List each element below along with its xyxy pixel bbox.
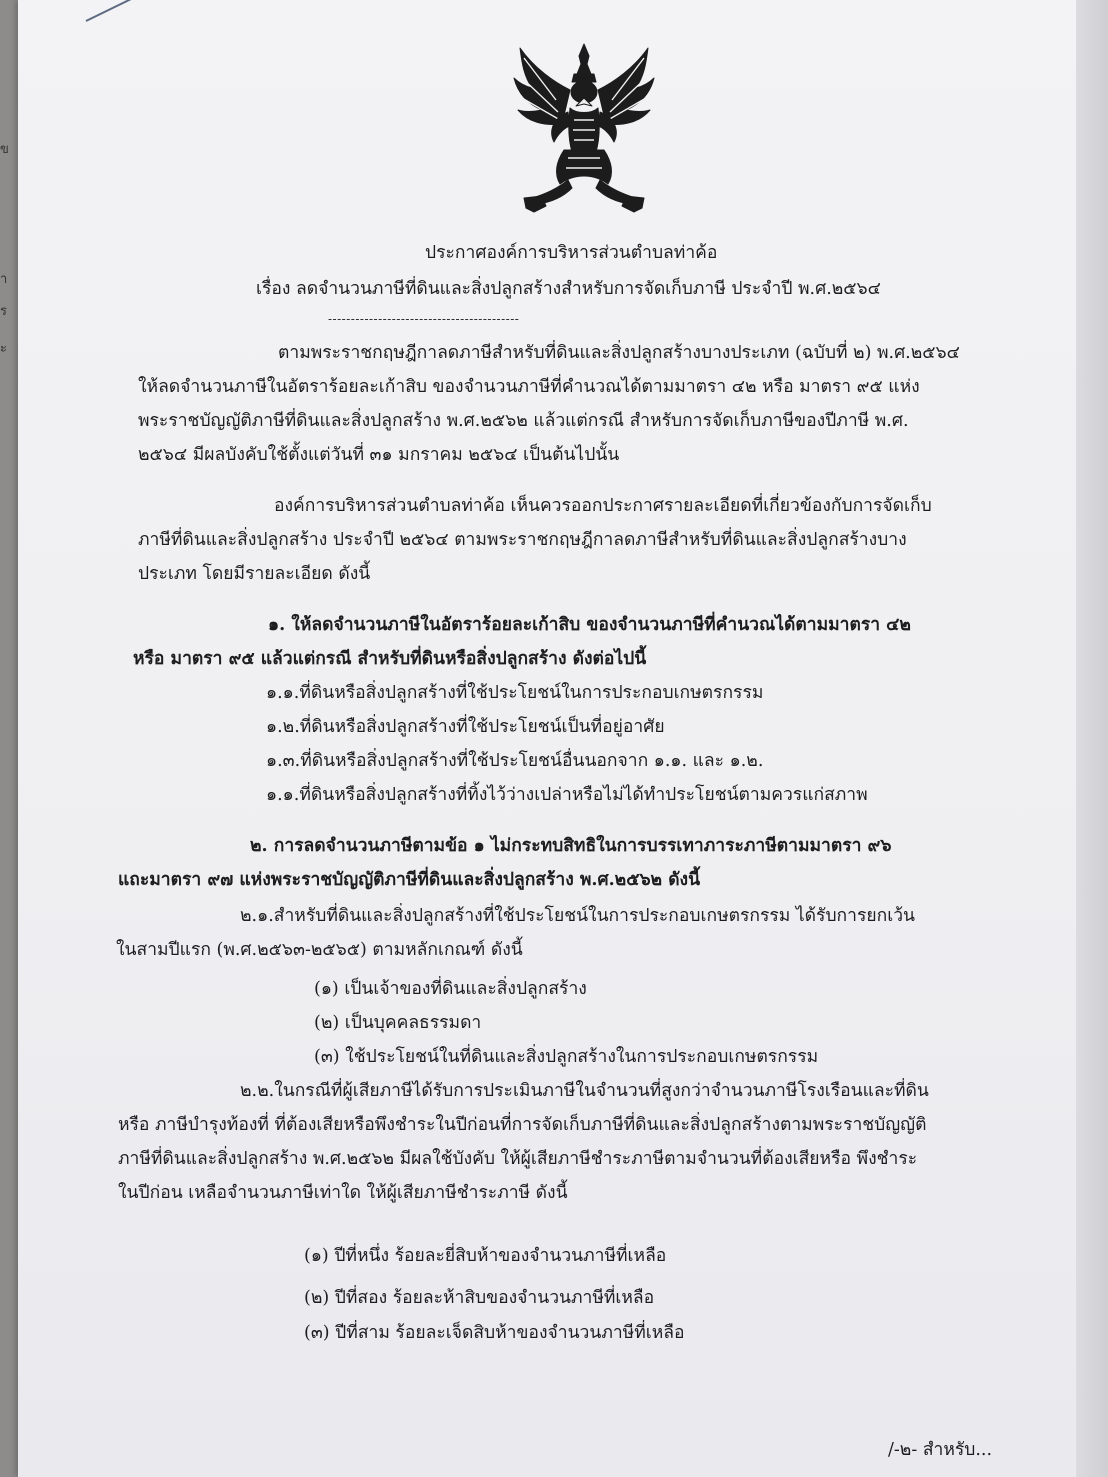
document-title: ประกาศองค์การบริหารส่วนตำบลท่าค้อ bbox=[425, 243, 718, 263]
section-1-item: ๑.๑.ที่ดินหรือสิ่งปลูกสร้างที่ทิ้งไว้ว่างเปล่าหรือไม่ได้ทำประโยชน์ตามควรแก่สภาพ bbox=[266, 785, 868, 805]
section-2-2-item: (๑) ปีที่หนึ่ง ร้อยละยี่สิบห้าของจำนวนภาษีที่เหลือ bbox=[304, 1246, 667, 1266]
section-2-1-item: (๓) ใช้ประโยชน์ในที่ดินและสิ่งปลูกสร้างในการประกอบเกษตรกรรม bbox=[314, 1047, 819, 1067]
margin-glyph: ข bbox=[0, 142, 9, 157]
margin-glyph: ร bbox=[0, 304, 7, 319]
margin-glyph: า bbox=[0, 272, 8, 287]
document-subject: เรื่อง ลดจำนวนภาษีที่ดินและสิ่งปลูกสร้างสำหรับการจัดเก็บภาษี ประจำปี พ.ศ.๒๕๖๔ bbox=[256, 279, 881, 299]
document-page bbox=[18, 0, 1108, 1477]
section-2-2-item: (๒) ปีที่สอง ร้อยละห้าสิบของจำนวนภาษีที่เหลือ bbox=[304, 1288, 655, 1308]
section-1-heading: หรือ มาตรา ๙๕ แล้วแต่กรณี สำหรับที่ดินหรือสิ่งปลูกสร้าง ดังต่อไปนี้ bbox=[133, 649, 647, 669]
paragraph-line: ตามพระราชกฤษฎีกาลดภาษีสำหรับที่ดินและสิ่งปลูกสร้างบางประเภท (ฉบับที่ ๒) พ.ศ.๒๕๖๔ bbox=[278, 343, 960, 363]
section-1-item: ๑.๒.ที่ดินหรือสิ่งปลูกสร้างที่ใช้ประโยชน์เป็นที่อยู่อาศัย bbox=[266, 717, 665, 737]
margin-glyph: ะ bbox=[0, 341, 7, 356]
section-2-1-text: ในสามปีแรก (พ.ศ.๒๕๖๓-๒๕๖๕) ตามหลักเกณฑ์ ดังนี้ bbox=[116, 940, 523, 960]
paragraph-line: พระราชบัญญัติภาษีที่ดินและสิ่งปลูกสร้าง พ.ศ.๒๕๖๒ แล้วแต่กรณี สำหรับการจัดเก็บภาษีของปีภาษี พ.ศ. bbox=[138, 411, 909, 431]
section-2-2-text: หรือ ภาษีบำรุงท้องที่ ที่ต้องเสียหรือพึงชำระในปีก่อนที่การจัดเก็บภาษีที่ดินและสิ่งปลูกสร้างตามพระราชบัญญัติ bbox=[118, 1115, 927, 1135]
section-2-1-item: (๑) เป็นเจ้าของที่ดินและสิ่งปลูกสร้าง bbox=[314, 979, 587, 999]
section-1-heading: ๑. ให้ลดจำนวนภาษีในอัตราร้อยละเก้าสิบ ของจำนวนภาษีที่คำนวณได้ตามมาตรา ๔๒ bbox=[268, 615, 911, 635]
section-2-heading: ๒. การลดจำนวนภาษีตามข้อ ๑ ไม่กระทบสิทธิในการบรรเทาภาระภาษีตามมาตรา ๙๖ bbox=[250, 836, 892, 856]
section-2-2-text: ๒.๒.ในกรณีที่ผู้เสียภาษีได้รับการประเมินภาษีในจำนวนที่สูงกว่าจำนวนภาษีโรงเรือนและที่ดิน bbox=[240, 1081, 929, 1101]
section-2-heading: แถะมาตรา ๙๗ แห่งพระราชบัญญัติภาษีที่ดินและสิ่งปลูกสร้าง พ.ศ.๒๕๖๒ ดังนี้ bbox=[118, 870, 701, 890]
paragraph-line: ประเภท โดยมีรายละเอียด ดังนี้ bbox=[138, 564, 371, 584]
paragraph-line: ๒๕๖๔ มีผลบังคับใช้ตั้งแต่วันที่ ๓๑ มกราคม ๒๕๖๔ เป็นต้นไปนั้น bbox=[138, 445, 620, 465]
paragraph-line: ภาษีที่ดินและสิ่งปลูกสร้าง ประจำปี ๒๕๖๔ ตามพระราชกฤษฎีกาลดภาษีสำหรับที่ดินและสิ่งปลูกสร้างบาง bbox=[138, 530, 907, 550]
garuda-emblem bbox=[512, 42, 656, 214]
pen-mark bbox=[86, 0, 134, 22]
paragraph-line: ให้ลดจำนวนภาษีในอัตราร้อยละเก้าสิบ ของจำนวนภาษีที่คำนวณได้ตามมาตรา ๔๒ หรือ มาตรา ๙๕ แห่ง bbox=[138, 377, 920, 397]
paragraph-line: องค์การบริหารส่วนตำบลท่าค้อ เห็นควรออกประกาศรายละเอียดที่เกี่ยวข้องกับการจัดเก็บ bbox=[274, 496, 932, 516]
section-1-item: ๑.๓.ที่ดินหรือสิ่งปลูกสร้างที่ใช้ประโยชน์อื่นนอกจาก ๑.๑. และ ๑.๒. bbox=[266, 751, 764, 771]
section-2-1-item: (๒) เป็นบุคคลธรรมดา bbox=[314, 1013, 482, 1033]
continuation-note: /-๒- สำหรับ... bbox=[888, 1440, 993, 1460]
section-1-item: ๑.๑.ที่ดินหรือสิ่งปลูกสร้างที่ใช้ประโยชน์ในการประกอบเกษตรกรรม bbox=[266, 683, 764, 703]
underlying-page-edge bbox=[1076, 0, 1108, 1477]
heading-separator: ------------------------------------------ bbox=[328, 312, 520, 326]
section-2-2-item: (๓) ปีที่สาม ร้อยละเจ็ดสิบห้าของจำนวนภาษีที่เหลือ bbox=[304, 1323, 685, 1343]
section-2-2-text: ภาษีที่ดินและสิ่งปลูกสร้าง พ.ศ.๒๕๖๒ มีผลใช้บังคับ ให้ผู้เสียภาษีชำระภาษีตามจำนวนที่ต้องเสียหรือ พึงชำระ bbox=[118, 1149, 918, 1169]
section-2-2-text: ในปีก่อน เหลือจำนวนภาษีเท่าใด ให้ผู้เสียภาษีชำระภาษี ดังนี้ bbox=[118, 1183, 568, 1203]
section-2-1-text: ๒.๑.สำหรับที่ดินและสิ่งปลูกสร้างที่ใช้ประโยชน์ในการประกอบเกษตรกรรม ได้รับการยกเว้น bbox=[240, 906, 915, 926]
